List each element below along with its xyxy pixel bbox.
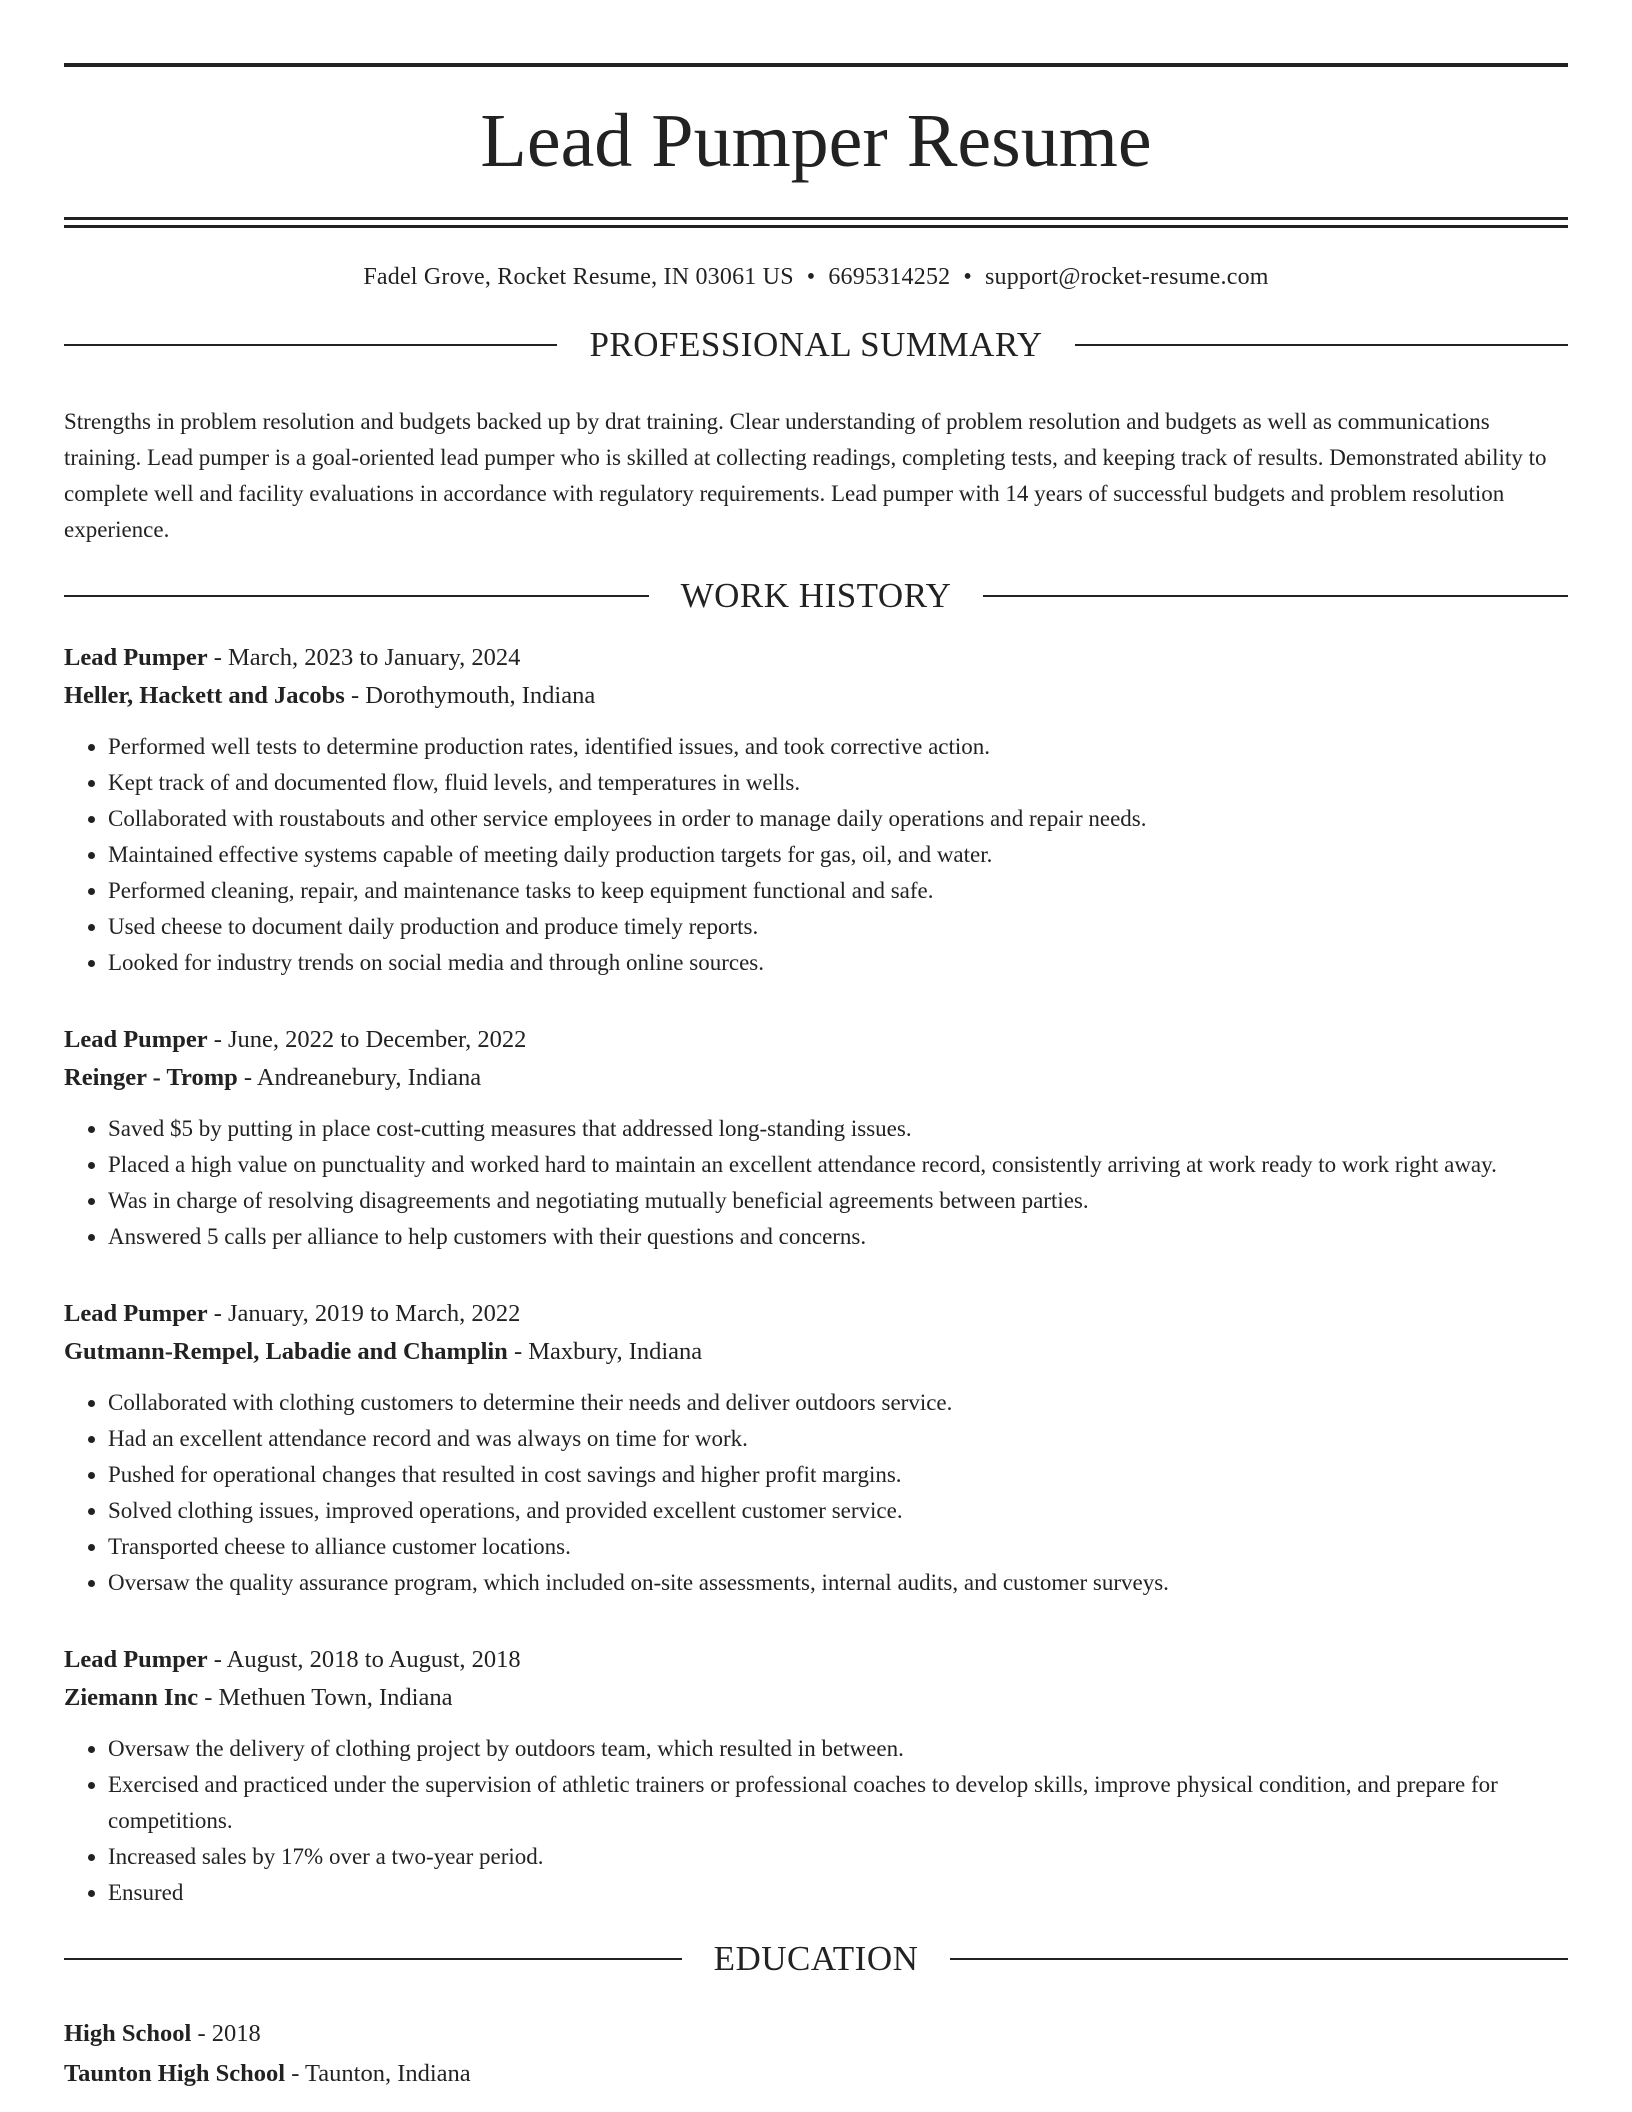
duty-item: • Performed cleaning, repair, and maintenance tasks to keep equipment functional and safe. bbox=[108, 873, 1568, 909]
duty-item: • Solved clothing issues, improved operations, and provided excellent customer service. bbox=[108, 1493, 1568, 1529]
work-heading: WORK HISTORY bbox=[680, 576, 952, 615]
job-title: Lead Pumper bbox=[64, 1026, 208, 1053]
job-title-line bbox=[64, 1295, 1568, 1333]
education-heading: EDUCATION bbox=[713, 1939, 919, 1978]
job-dates: - June, 2022 to December, 2022 bbox=[207, 1026, 527, 1053]
duty-list bbox=[64, 1385, 1568, 1601]
contact-line bbox=[64, 264, 1568, 291]
job-location: - Maxbury, Indiana bbox=[507, 1338, 703, 1365]
contact-separator: • bbox=[963, 264, 972, 290]
job-location: - Methuen Town, Indiana bbox=[198, 1684, 453, 1711]
education-location: - Taunton, Indiana bbox=[285, 2060, 471, 2087]
summary-heading: PROFESSIONAL SUMMARY bbox=[589, 325, 1043, 364]
resume-page bbox=[64, 63, 1568, 2094]
job-title-line bbox=[64, 1641, 1568, 1679]
duty-item: • Ensured bbox=[108, 1875, 1568, 1911]
education-heading-row bbox=[64, 1941, 1568, 1976]
job-dates: - January, 2019 to March, 2022 bbox=[207, 1300, 521, 1327]
job-company: Reinger - Tromp bbox=[64, 1064, 238, 1091]
education-school: Taunton High School bbox=[64, 2060, 286, 2087]
duty-item: • Saved $5 by putting in place cost-cutting measures that addressed long-standing issues. bbox=[108, 1111, 1568, 1147]
heading-rule-left bbox=[64, 595, 649, 597]
job-entry bbox=[64, 1641, 1568, 1911]
contact-address: Fadel Grove, Rocket Resume, IN 03061 US bbox=[363, 264, 794, 290]
contact-email: support@rocket-resume.com bbox=[984, 264, 1269, 290]
duty-item: • Collaborated with clothing customers to determine their needs and deliver outdoors service. bbox=[108, 1385, 1568, 1421]
duty-item: • Used cheese to document daily production and produce timely reports. bbox=[108, 909, 1568, 945]
job-company-line bbox=[64, 1679, 1568, 1717]
job-title: Lead Pumper bbox=[64, 1300, 208, 1327]
title-double-rule bbox=[64, 217, 1568, 228]
duty-item: • Looked for industry trends on social media and through online sources. bbox=[108, 945, 1568, 981]
duty-item: • Had an excellent attendance record and was always on time for work. bbox=[108, 1421, 1568, 1457]
duty-item: • Oversaw the delivery of clothing project by outdoors team, which resulted in between. bbox=[108, 1731, 1568, 1767]
heading-rule-right bbox=[983, 595, 1568, 597]
job-company: Gutmann-Rempel, Labadie and Champlin bbox=[64, 1338, 508, 1365]
duty-list bbox=[64, 729, 1568, 981]
job-company-line bbox=[64, 677, 1568, 715]
heading-rule-right bbox=[1075, 344, 1568, 346]
heading-rule-left bbox=[64, 1958, 682, 1960]
duty-item: • Increased sales by 17% over a two-year period. bbox=[108, 1839, 1568, 1875]
job-dates: - March, 2023 to January, 2024 bbox=[207, 644, 521, 671]
education-entry bbox=[64, 2014, 1568, 2094]
job-entry bbox=[64, 1021, 1568, 1255]
heading-rule-right bbox=[950, 1958, 1568, 1960]
duty-item: • Placed a high value on punctuality and worked hard to maintain an excellent attendance record, consistently arriving at work ready to work right away. bbox=[108, 1147, 1568, 1183]
job-title-line bbox=[64, 1021, 1568, 1059]
job-entry bbox=[64, 1295, 1568, 1601]
duty-item: • Collaborated with roustabouts and other service employees in order to manage daily operations and repair needs. bbox=[108, 801, 1568, 837]
education-school-line bbox=[64, 2054, 1568, 2094]
duty-list bbox=[64, 1111, 1568, 1255]
top-rule bbox=[64, 63, 1568, 67]
job-company-line bbox=[64, 1333, 1568, 1371]
job-title-line bbox=[64, 639, 1568, 677]
job-company-line bbox=[64, 1059, 1568, 1097]
duty-list bbox=[64, 1731, 1568, 1911]
contact-phone: 6695314252 bbox=[828, 264, 951, 290]
duty-item: • Was in charge of resolving disagreements and negotiating mutually beneficial agreements between parties. bbox=[108, 1183, 1568, 1219]
education-degree-line bbox=[64, 2014, 1568, 2054]
job-dates: - August, 2018 to August, 2018 bbox=[207, 1646, 521, 1673]
job-entry bbox=[64, 639, 1568, 981]
summary-text: Strengths in problem resolution and budgets backed up by drat training. Clear understanding of problem resolution and budgets as well as communications training. Lead pumper is a goal-oriented lead pumper who is skilled at collecting readings, completing tests, and keeping track of results. Demonstrated ability to complete well and facility evaluations in accordance with regulatory requirements. Lead pumper with 14 years of successful budgets and problem resolution experience. bbox=[64, 409, 1547, 542]
duty-item: • Kept track of and documented flow, fluid levels, and temperatures in wells. bbox=[108, 765, 1568, 801]
job-company: Ziemann Inc bbox=[64, 1684, 199, 1711]
work-heading-row bbox=[64, 578, 1568, 613]
heading-rule-left bbox=[64, 344, 557, 346]
job-title: Lead Pumper bbox=[64, 1646, 208, 1673]
duty-item: • Exercised and practiced under the supervision of athletic trainers or professional coaches to develop skills, improve physical condition, and prepare for competitions. bbox=[108, 1767, 1568, 1839]
resume-title: Lead Pumper Resume bbox=[480, 99, 1152, 183]
education-year: - 2018 bbox=[191, 2020, 261, 2047]
duty-item: • Performed well tests to determine production rates, identified issues, and took corrective action. bbox=[108, 729, 1568, 765]
duty-item: • Maintained effective systems capable of meeting daily production targets for gas, oil, and water. bbox=[108, 837, 1568, 873]
job-location: - Dorothymouth, Indiana bbox=[344, 682, 596, 709]
education-degree: High School bbox=[64, 2020, 192, 2047]
duty-item: • Pushed for operational changes that resulted in cost savings and higher profit margins. bbox=[108, 1457, 1568, 1493]
job-title: Lead Pumper bbox=[64, 644, 208, 671]
job-company: Heller, Hackett and Jacobs bbox=[64, 682, 345, 709]
duty-item: • Answered 5 calls per alliance to help customers with their questions and concerns. bbox=[108, 1219, 1568, 1255]
duty-item: • Oversaw the quality assurance program, which included on-site assessments, internal audits, and customer surveys. bbox=[108, 1565, 1568, 1601]
summary-heading-row bbox=[64, 327, 1568, 362]
job-location: - Andreanebury, Indiana bbox=[237, 1064, 482, 1091]
contact-separator: • bbox=[806, 264, 816, 290]
duty-item: • Transported cheese to alliance customer locations. bbox=[108, 1529, 1568, 1565]
